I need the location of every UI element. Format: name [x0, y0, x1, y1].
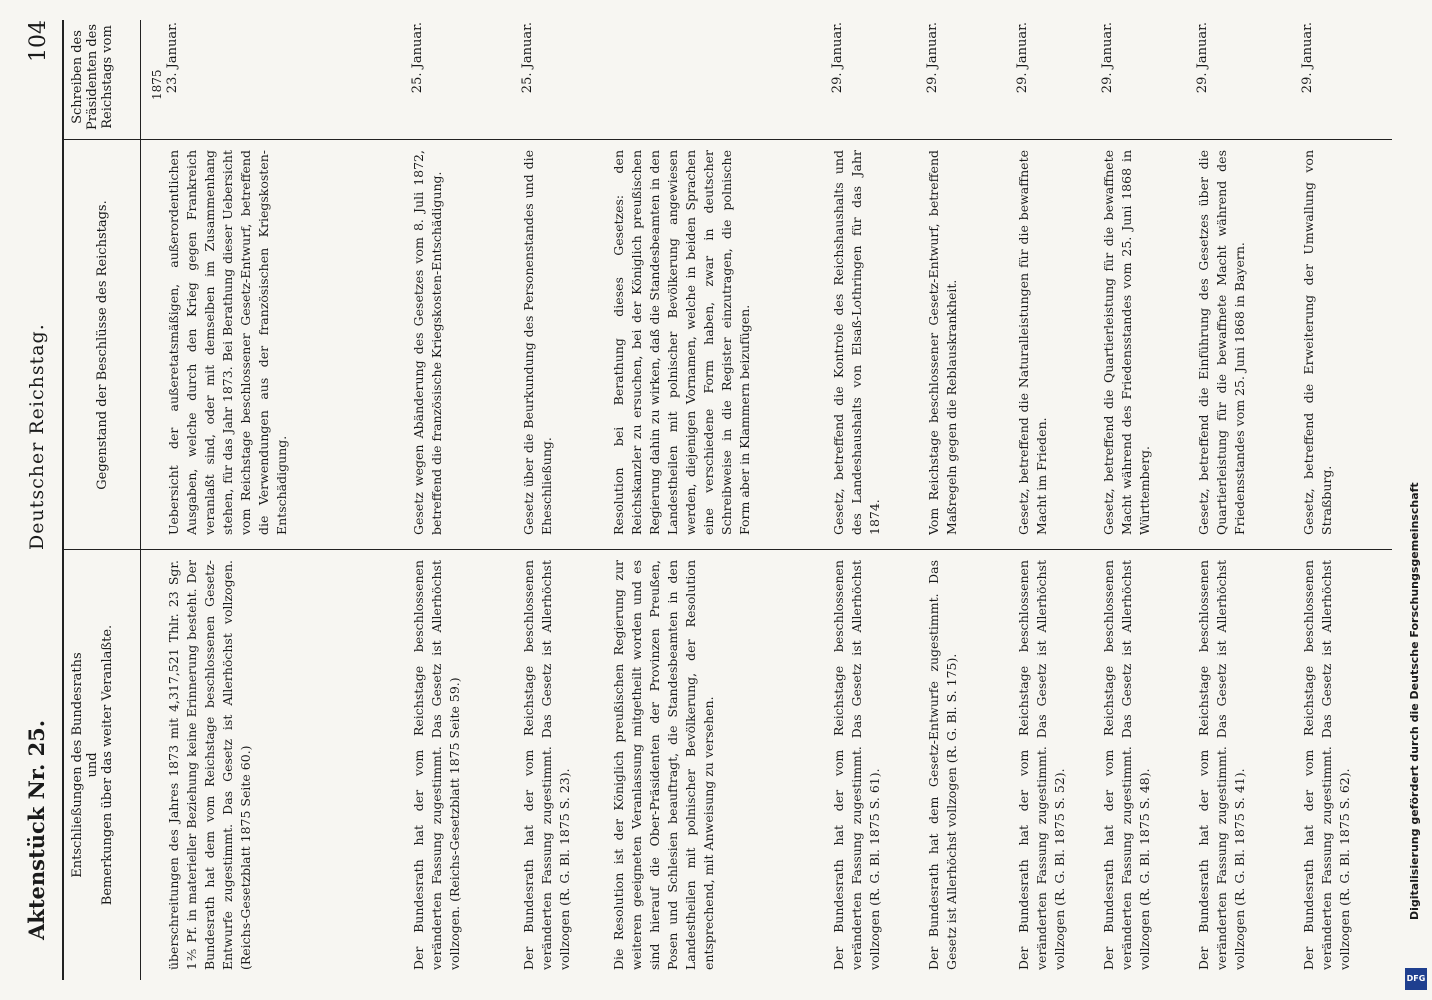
colhead-rule: [140, 20, 141, 980]
header-rule: [62, 20, 64, 980]
row-date: 25. Januar.: [410, 22, 425, 94]
row-date: 23. Januar.: [165, 22, 180, 94]
col3-header: [70, 560, 115, 970]
row-subject: Gesetz, betreffend die Naturalleistungen für die bewaffnete Macht im Frieden.: [1016, 150, 1049, 535]
col3-header-line3: Bemerkungen über das weiter Veranlaßte.: [100, 624, 115, 906]
row-date: 29. Januar.: [1100, 22, 1115, 94]
row-date: 29. Januar.: [1300, 22, 1315, 94]
row-date: 29. Januar.: [925, 22, 940, 94]
row-subject: Uebersicht der außeretatsmäßigen, außerordentlichen Ausgaben, welche durch den Krieg gegen Frankreich veranlaßt sind, oder mit demselben im Zusammenhang stehen, für das Jahr 1873. Bei Berathung dieser Uebersicht vom Reichstage beschlossener Gesetz-Entwurf, betreffend die Verwendungen aus der französischen Kriegskosten-Entschädigung.: [166, 150, 289, 535]
row-decision: Der Bundesrath hat der vom Reichstage beschlossenen veränderten Fassung zugestimmt. Das Gesetz ist Allerhöchst vollzogen (R. G. Bl. 1875 S. 62).: [1301, 560, 1352, 970]
row-subject: Gesetz, betreffend die Einführung des Gesetzes über die Quartierleistung für die bewaffnete Macht während des Friedensstandes vom 25. Juni 1868 in Bayern.: [1196, 150, 1247, 535]
digitization-credit: Digitalisierung gefördert durch die Deutsche Forschungsgemeinschaft: [1408, 482, 1421, 920]
col-divider-1: [62, 139, 1392, 140]
digitization-sidebar: [1404, 60, 1430, 1000]
col2-header: Gegenstand der Beschlüsse des Reichstags.: [95, 200, 110, 490]
col3-header-line2: und: [85, 752, 100, 778]
dfg-logo: DFG: [1405, 968, 1427, 990]
row-decision: Der Bundesrath hat der vom Reichstage beschlossenen veränderten Fassung zugestimmt. Das Gesetz ist Allerhöchst vollzogen (R. G. Bl. 1875 S. 52).: [1016, 560, 1067, 970]
row-subject: Gesetz über die Beurkundung des Personenstandes und die Eheschließung.: [521, 150, 554, 535]
row-date: 29. Januar.: [1015, 22, 1030, 94]
document-label: Aktenstück Nr. 25.: [24, 719, 49, 940]
row-subject: Gesetz wegen Abänderung des Gesetzes vom 8. Juli 1872, betreffend die französische Kriegskosten-Entschädigung.: [411, 150, 444, 535]
row-date: 25. Januar.: [520, 22, 535, 94]
row-decision: Die Resolution ist der Königlich preußischen Regierung zur weiteren geeigneten Veranlassung mitgetheilt worden und es sind hierauf die Ober-Präsidenten der Provinzen Preußen, Posen und Schlesien beauftragt, die Standesbeamten in den Landestheilen mit polnischer Bevölkerung, der Resolution entsprechend, mit Anweisung zu versehen.: [611, 560, 716, 970]
row-decision: Der Bundesrath hat der vom Reichstage beschlossenen veränderten Fassung zugestimmt. Das Gesetz ist Allerhöchst vollzogen (R. G. Bl. 1875 S. 41).: [1196, 560, 1247, 970]
col1-header: Schreiben des Präsidenten des Reichstags vom: [70, 23, 115, 131]
year-label: 1875: [150, 69, 164, 100]
row-decision: Der Bundesrath hat der vom Reichstage beschlossenen veränderten Fassung zugestimmt. Das Gesetz ist Allerhöchst vollzogen (R. G. Bl. 1875 S. 48).: [1101, 560, 1152, 970]
row-subject: Gesetz, betreffend die Kontrole des Reichshaushalts und des Landeshaushalts von Elsaß-Lothringen für das Jahr 1874.: [831, 150, 882, 535]
row-decision: Der Bundesrath hat dem Gesetz-Entwurfe zugestimmt. Das Gesetz ist Allerhöchst vollzogen (R. G. Bl. S. 175).: [926, 560, 959, 970]
row-subject: Vom Reichstage beschlossener Gesetz-Entwurf, betreffend Maßregeln gegen die Reblauskrankheit.: [926, 150, 959, 535]
col-divider-2: [62, 549, 1392, 550]
page-title: Deutscher Reichstag.: [26, 323, 48, 550]
col3-header-line1: Entschließungen des Bundesraths: [70, 652, 85, 878]
row-subject: Resolution bei Berathung dieses Gesetzes: den Reichskanzler zu ersuchen, bei der Königlich preußischen Regierung dahin zu wirken, daß die Standesbeamten in den Landestheilen mit polnischer Bevölkerung angewiesen werden, diejenigen Vornamen, welche in beiden Sprachen eine verschiedene Form haben, zwar in deutscher Schreibweise in die Register einzutragen, die polnische Form aber in Klammern beizufügen.: [611, 150, 752, 535]
row-decision: Der Bundesrath hat der vom Reichstage beschlossenen veränderten Fassung zugestimmt. Das Gesetz ist Allerhöchst vollzogen (R. G. Bl. 1875 S. 61).: [831, 560, 882, 970]
row-decision: Der Bundesrath hat der vom Reichstage beschlossenen veränderten Fassung zugestimmt. Das Gesetz ist Allerhöchst vollzogen. (Reichs-Gesetzblatt 1875 Seite 59.): [411, 560, 462, 970]
page-number: 104: [26, 20, 51, 62]
row-subject: Gesetz, betreffend die Erweiterung der Umwallung von Straßburg.: [1301, 150, 1334, 535]
row-decision: überschreitungen des Jahres 1873 mit 4,317,521 Thlr. 23 Sgr. 1⅖ Pf. in materieller Beziehung keine Erinnerung besteht. Der Bundesrath hat dem vom Reichstage beschlossenen Gesetz-Entwurfe zugestimmt. Das Gesetz ist Allerhöchst vollzogen. (Reichs-Gesetzblatt 1875 Seite 60.): [166, 560, 253, 970]
row-subject: Gesetz, betreffend die Quartierleistung für die bewaffnete Macht während des Friedensstandes vom 25. Juni 1868 in Württemberg.: [1101, 150, 1152, 535]
row-date: 29. Januar.: [1195, 22, 1210, 94]
row-date: 29. Januar.: [830, 22, 845, 94]
row-decision: Der Bundesrath hat der vom Reichstage beschlossenen veränderten Fassung zugestimmt. Das Gesetz ist Allerhöchst vollzogen (R. G. Bl. 1875 S. 23).: [521, 560, 572, 970]
page-header: [20, 20, 60, 980]
